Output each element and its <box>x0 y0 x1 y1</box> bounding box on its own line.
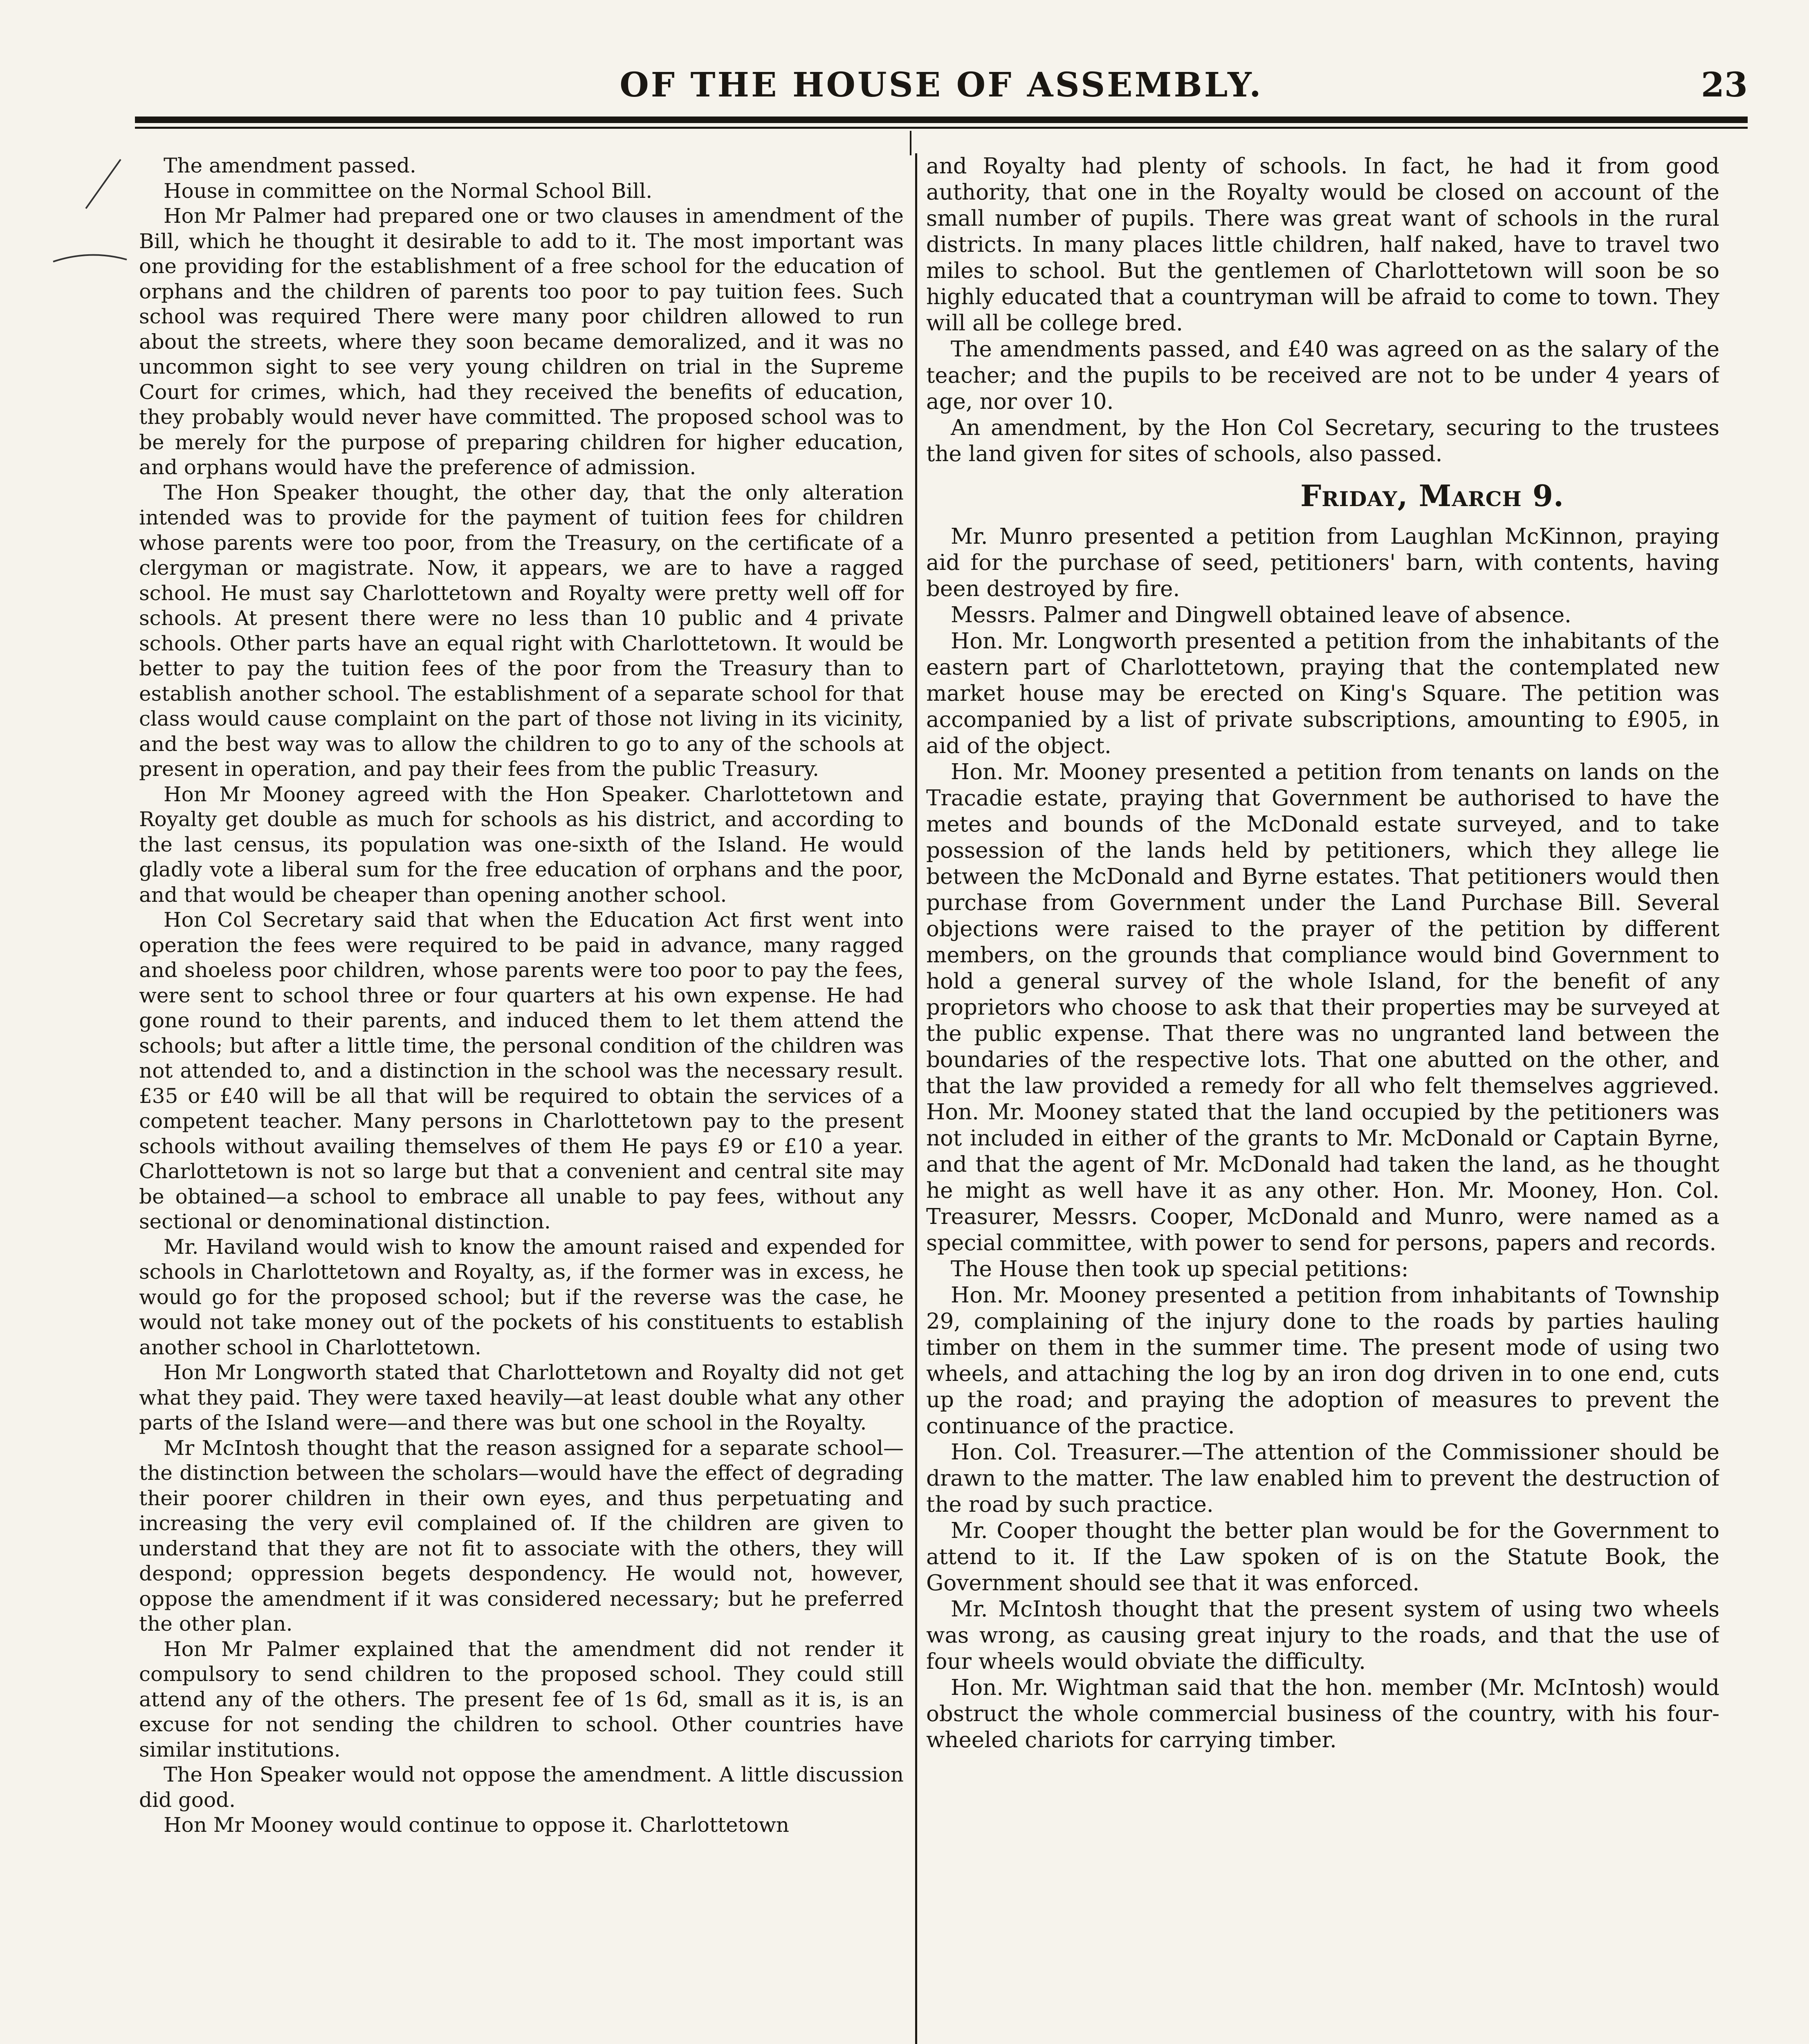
paragraph: House in committee on the Normal School Bill. <box>164 179 653 203</box>
paragraph: Mr. Haviland would wish to know the amount raised and expended for schools in Charlottetown and Royalty, as, if the former was in excess, he would go for the proposed school; but if the reverse was the case, he would not take money out of the pockets of his constituents to establish another school in Charlottetown. <box>139 1235 904 1359</box>
paragraph: Hon Mr Mooney would continue to oppose it. Charlottetown <box>164 1813 789 1837</box>
paragraph: Hon Mr Mooney agreed with the Hon Speaker. Charlottetown and Royalty get double as much for schools as his district, and according to the last census, its population was one-sixth of the Island. He would gladly vote a liberal sum for the free education of orphans and the poor, and that would be cheaper than opening another school. <box>139 782 904 907</box>
paragraph: and Royalty had plenty of schools. In fact, he had it from good authority, that one in the Royalty would be closed on account of the small number of pupils. There was great want of schools in the rural districts. In many places little children, half naked, have to travel two miles to school. But the gentlemen of Charlottetown will soon be so highly educated that a countryman will be afraid to come to town. They will all be college bred. <box>926 154 1719 336</box>
paragraph: Hon. Mr. Longworth presented a petition from the inhabitants of the eastern part of Charlottetown, praying that the contemplated new market house may be erected on King's Square. The petition was accompanied by a list of private subscriptions, amounting to £905, in aid of the object. <box>926 629 1719 758</box>
dateline: Friday, March 9. <box>1300 478 1564 513</box>
paragraph: Hon Mr Palmer explained that the amendment did not render it compulsory to send children to the proposed school. They could still attend any of the others. The present fee of 1s 6d, small as it is, is an excuse for not sending the children to school. Other countries have similar institutions. <box>139 1637 904 1762</box>
paragraph: Hon. Mr. Mooney presented a petition from tenants on lands on the Tracadie estate, praying that Government be authorised to have the metes and bounds of the McDonald estate surveyed, and to take possession of the lands held by petitioners, which they allege lie between the McDonald and Byrne estates. That petitioners would then purchase from Government under the Land Purchase Bill. Several objections were raised to the prayer of the petition by different members, on the grounds that compliance would bind Government to hold a general survey of the whole Island, for the benefit of any proprietors who choose to ask that their properties may be surveyed at the public expense. That there was no ungranted land between the boundaries of the respective lots. That one abutted on the other, and that the law provided a remedy for all who felt themselves aggrieved. Hon. Mr. Mooney stated that the land occupied by the petitioners was not included in either of the grants to Mr. McDonald or Captain Byrne, and that the agent of Mr. McDonald had taken the land, as he thought he might as well have it as any other. Hon. Mr. Mooney, Hon. Col. Treasurer, Messrs. Cooper, McDonald and Munro, were named as a special committee, with power to send for persons, papers and records. <box>926 760 1719 1255</box>
column-divider <box>915 153 917 2044</box>
paragraph: Hon Mr Palmer had prepared one or two clauses in amendment of the Bill, which he thought it desirable to add to it. The most important was one providing for the establishment of a free school for the education of orphans and the children of parents too poor to pay tuition fees. Such school was required There were many poor children allowed to run about the streets, where they soon became demoralized, and it was no uncommon sight to see very young children on trial in the Supreme Court for crimes, which, had they received the benefits of education, they probably would never have committed. The proposed school was to be merely for the purpose of preparing children for higher education, and orphans would have the preference of admission. <box>139 204 904 479</box>
page-number: 23 <box>1701 65 1748 105</box>
paragraph: Hon. Col. Treasurer.—The attention of the Commissioner should be drawn to the matter. The law enabled him to prevent the destruction of the road by such practice. <box>926 1440 1719 1517</box>
running-head: OF THE HOUSE OF ASSEMBLY. <box>619 65 1263 105</box>
paragraph: The amendment passed. <box>164 154 416 177</box>
paragraph: Mr. Munro presented a petition from Laughlan McKinnon, praying aid for the purchase of seed, petitioners' barn, with contents, having been destroyed by fire. <box>926 524 1719 601</box>
paragraph: An amendment, by the Hon Col Secretary, securing to the trustees the land given for sites of schools, also passed. <box>926 415 1719 466</box>
paragraph: Mr McIntosh thought that the reason assigned for a separate school—the distinction between the scholars—would have the effect of degrading their poorer children in their own eyes, and thus perpetuating and increasing the very evil complained of. If the children are given to understand that they are not fit to associate with the others, they will despond; oppression begets despondency. He would not, however, oppose the amendment if it was considered necessary; but he preferred the other plan. <box>139 1436 904 1636</box>
column-divider-top <box>910 131 911 155</box>
paragraph: Hon Mr Longworth stated that Charlottetown and Royalty did not get what they paid. They were taxed heavily—at least double what any other parts of the Island were—and there was but one school in the Royalty. <box>139 1360 904 1434</box>
paragraph: The House then took up special petitions: <box>951 1257 1409 1282</box>
header-rule-thick <box>135 117 1748 123</box>
paragraph: The Hon Speaker would not oppose the amendment. A little discussion did good. <box>139 1763 904 1812</box>
header-rule-thin <box>135 127 1748 129</box>
paragraph: Messrs. Palmer and Dingwell obtained leave of absence. <box>951 603 1571 628</box>
paragraph: The Hon Speaker thought, the other day, that the only alteration intended was to provide for the payment of tuition fees for children whose parents were too poor, from the Treasury, on the certificate of a clergyman or magistrate. Now, it appears, we are to have a ragged school. He must say Charlottetown and Royalty were pretty well off for schools. At present there were no less than 10 public and 4 private schools. Other parts have an equal right with Charlottetown. It would be better to pay the tuition fees of the poor from the Treasury than to establish another school. The establishment of a separate school for that class would cause complaint on the part of those not living in its vicinity, and the best way was to allow the children to go to any of the schools at present in operation, and pay their fees from the public Treasury. <box>139 480 904 781</box>
paragraph: Hon. Mr. Wightman said that the hon. member (Mr. McIntosh) would obstruct the whole commercial business of the country, with his four-wheeled chariots for carrying timber. <box>926 1675 1719 1753</box>
paragraph: Mr. Cooper thought the better plan would be for the Government to attend to it. If the Law spoken of is on the Statute Book, the Government should see that it was enforced. <box>926 1518 1719 1596</box>
page-header <box>135 61 1748 123</box>
right-column <box>926 153 1719 2044</box>
paragraph: Hon. Mr. Mooney presented a petition from inhabitants of Township 29, complaining of the injury done to the roads by parties hauling timber on them in the summer time. The present mode of using two wheels, and attaching the log by an iron dog driven in to one end, cuts up the road; and praying the adoption of measures to prevent the continuance of the practice. <box>926 1283 1719 1439</box>
left-column <box>139 153 904 2044</box>
paragraph: The amendments passed, and £40 was agreed on as the salary of the teacher; and the pupils to be received are not to be under 4 years of age, nor over 10. <box>926 337 1719 414</box>
pencil-mark-icon <box>82 155 131 213</box>
pencil-mark-icon <box>49 245 131 270</box>
paragraph: Hon Col Secretary said that when the Education Act first went into operation the fees were required to be paid in advance, many ragged and shoeless poor children, whose parents were too poor to pay the fees, were sent to school three or four quarters at his own expense. He had gone round to their parents, and induced them to let them attend the schools; but after a little time, the personal condition of the children was not attended to, and a distinction in the school was the necessary result. £35 or £40 will be all that will be required to obtain the services of a competent teacher. Many persons in Charlottetown pay to the present schools without availing themselves of them He pays £9 or £10 a year. Charlottetown is not so large but that a convenient and central site may be obtained—a school to embrace all unable to pay fees, without any sectional or denominational distinction. <box>139 908 904 1233</box>
paragraph: Mr. McIntosh thought that the present system of using two wheels was wrong, as causing great injury to the roads, and that the use of four wheels would obviate the difficulty. <box>926 1597 1719 1674</box>
